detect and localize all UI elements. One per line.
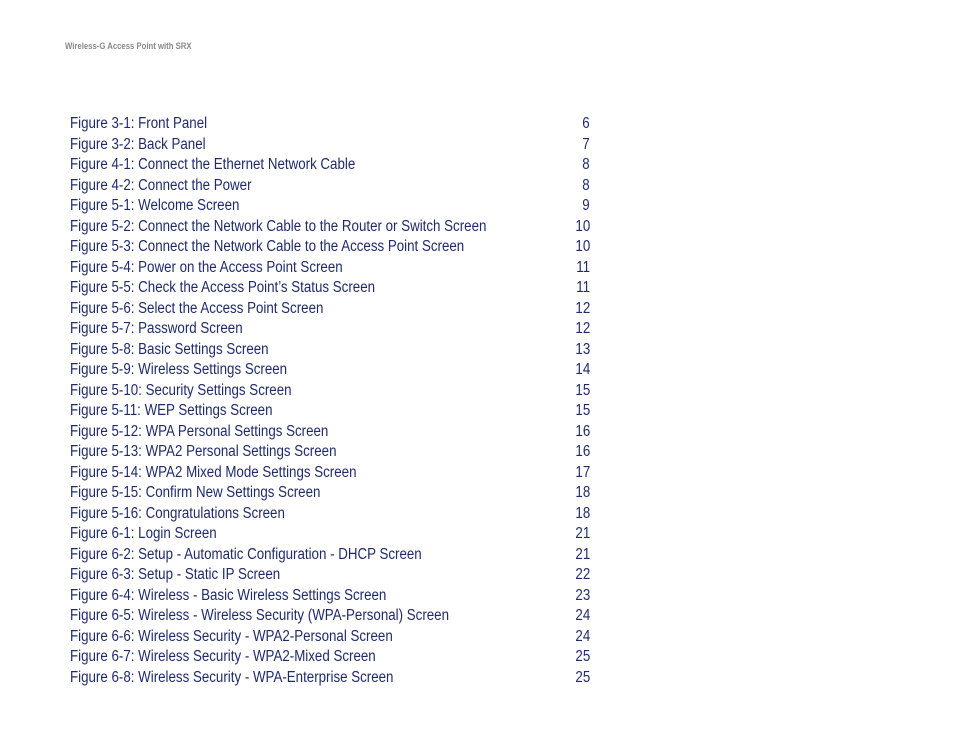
toc-entry-page: 12 bbox=[575, 320, 590, 337]
toc-entry-title: Figure 3-1: Front Panel bbox=[70, 115, 208, 132]
toc-entry-title: Figure 6-1: Login Screen bbox=[70, 525, 217, 542]
toc-entry-title: Figure 5-10: Security Settings Screen bbox=[70, 381, 292, 399]
toc-entry[interactable] bbox=[70, 196, 594, 217]
toc-entry[interactable] bbox=[70, 176, 594, 197]
toc-entry[interactable] bbox=[70, 381, 594, 402]
toc-entry-title: Figure 4-1: Connect the Ethernet Network Cable bbox=[70, 156, 356, 173]
toc-entry-page: 8 bbox=[582, 156, 590, 173]
toc-entry[interactable] bbox=[70, 319, 594, 340]
toc-entry[interactable] bbox=[70, 647, 594, 668]
toc-entry-title: Figure 4-2: Connect the Power bbox=[70, 176, 252, 194]
toc-entry[interactable] bbox=[70, 114, 594, 135]
toc-entry-title: Figure 5-13: WPA2 Personal Settings Screen bbox=[70, 443, 337, 460]
toc-entry-title: Figure 5-14: WPA2 Mixed Mode Settings Screen bbox=[70, 463, 357, 481]
list-of-figures bbox=[70, 114, 594, 688]
toc-entry-page: 9 bbox=[582, 197, 590, 214]
toc-entry-title: Figure 6-6: Wireless Security - WPA2-Personal Screen bbox=[70, 627, 393, 645]
toc-entry-page: 18 bbox=[575, 504, 590, 522]
toc-entry[interactable] bbox=[70, 504, 594, 525]
toc-entry-page: 14 bbox=[575, 361, 590, 378]
toc-entry[interactable] bbox=[70, 135, 594, 156]
toc-entry-title: Figure 5-8: Basic Settings Screen bbox=[70, 340, 269, 358]
toc-entry-title: Figure 6-4: Wireless - Basic Wireless Settings Screen bbox=[70, 586, 387, 604]
toc-entry[interactable] bbox=[70, 340, 594, 361]
toc-entry-page: 24 bbox=[575, 607, 590, 624]
toc-entry-page: 11 bbox=[576, 258, 590, 276]
toc-entry-page: 12 bbox=[575, 299, 590, 317]
toc-entry-page: 8 bbox=[582, 176, 590, 194]
toc-entry[interactable] bbox=[70, 278, 594, 299]
toc-entry-page: 22 bbox=[575, 566, 590, 583]
toc-entry-title: Figure 5-4: Power on the Access Point Screen bbox=[70, 258, 343, 276]
toc-entry[interactable] bbox=[70, 360, 594, 381]
toc-entry-page: 10 bbox=[575, 238, 590, 255]
toc-entry-title: Figure 5-11: WEP Settings Screen bbox=[70, 402, 273, 419]
toc-entry[interactable] bbox=[70, 545, 594, 566]
toc-entry-page: 18 bbox=[575, 484, 590, 501]
toc-entry-title: Figure 6-7: Wireless Security - WPA2-Mixed Screen bbox=[70, 648, 376, 665]
toc-entry[interactable] bbox=[70, 155, 594, 176]
toc-entry-title: Figure 5-1: Welcome Screen bbox=[70, 197, 240, 214]
toc-entry-title: Figure 5-6: Select the Access Point Screen bbox=[70, 299, 324, 317]
toc-entry[interactable] bbox=[70, 668, 594, 689]
toc-entry[interactable] bbox=[70, 258, 594, 279]
toc-entry-page: 16 bbox=[575, 443, 590, 460]
toc-entry[interactable] bbox=[70, 463, 594, 484]
toc-entry[interactable] bbox=[70, 401, 594, 422]
toc-entry-page: 7 bbox=[582, 135, 590, 153]
toc-entry-page: 21 bbox=[575, 525, 590, 542]
running-header: Wireless-G Access Point with SRX bbox=[65, 41, 192, 51]
toc-entry-page: 21 bbox=[575, 545, 590, 563]
toc-entry-title: Figure 5-5: Check the Access Point’s Status Screen bbox=[70, 279, 376, 296]
toc-entry-page: 6 bbox=[582, 115, 590, 132]
toc-entry-title: Figure 5-7: Password Screen bbox=[70, 320, 243, 337]
toc-entry-page: 15 bbox=[575, 381, 590, 399]
toc-entry-title: Figure 5-15: Confirm New Settings Screen bbox=[70, 484, 321, 501]
toc-entry-page: 24 bbox=[575, 627, 590, 645]
toc-entry-page: 11 bbox=[576, 279, 590, 296]
toc-entry[interactable] bbox=[70, 483, 594, 504]
toc-entry-page: 16 bbox=[575, 422, 590, 440]
toc-entry-page: 25 bbox=[575, 668, 590, 686]
toc-entry-title: Figure 6-2: Setup - Automatic Configuration - DHCP Screen bbox=[70, 545, 422, 563]
toc-entry-title: Figure 3-2: Back Panel bbox=[70, 135, 206, 153]
toc-entry[interactable] bbox=[70, 627, 594, 648]
toc-entry-title: Figure 5-2: Connect the Network Cable to the Router or Switch Screen bbox=[70, 217, 487, 235]
toc-entry[interactable] bbox=[70, 606, 594, 627]
toc-entry[interactable] bbox=[70, 565, 594, 586]
toc-entry[interactable] bbox=[70, 237, 594, 258]
toc-entry[interactable] bbox=[70, 299, 594, 320]
toc-entry-title: Figure 6-3: Setup - Static IP Screen bbox=[70, 566, 281, 583]
toc-entry-title: Figure 6-8: Wireless Security - WPA-Enterprise Screen bbox=[70, 668, 394, 686]
toc-entry-page: 25 bbox=[575, 648, 590, 665]
toc-entry[interactable] bbox=[70, 586, 594, 607]
toc-entry[interactable] bbox=[70, 422, 594, 443]
toc-entry-title: Figure 5-16: Congratulations Screen bbox=[70, 504, 285, 522]
toc-entry[interactable] bbox=[70, 442, 594, 463]
toc-entry-page: 17 bbox=[575, 463, 590, 481]
toc-entry-page: 10 bbox=[575, 217, 590, 235]
toc-entry-title: Figure 5-12: WPA Personal Settings Screen bbox=[70, 422, 329, 440]
toc-entry-page: 23 bbox=[575, 586, 590, 604]
toc-entry[interactable] bbox=[70, 524, 594, 545]
toc-entry-title: Figure 5-9: Wireless Settings Screen bbox=[70, 361, 288, 378]
toc-entry-page: 13 bbox=[575, 340, 590, 358]
toc-entry-page: 15 bbox=[575, 402, 590, 419]
toc-entry-title: Figure 5-3: Connect the Network Cable to the Access Point Screen bbox=[70, 238, 465, 255]
toc-entry-title: Figure 6-5: Wireless - Wireless Security (WPA-Personal) Screen bbox=[70, 607, 450, 624]
toc-entry[interactable] bbox=[70, 217, 594, 238]
